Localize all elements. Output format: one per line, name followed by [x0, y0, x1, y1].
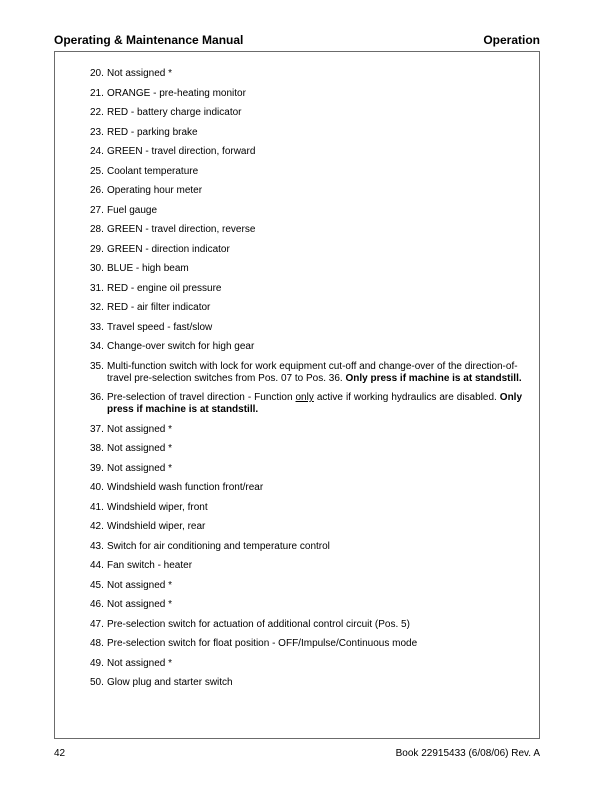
list-item	[90, 361, 522, 385]
item-number: 48.	[90, 638, 104, 649]
list-item	[90, 127, 522, 139]
item-number: 50.	[90, 677, 104, 688]
item-text: RED - battery charge indicator	[107, 107, 242, 118]
list-item	[90, 322, 522, 334]
item-number: 42.	[90, 521, 104, 532]
list-item	[90, 341, 522, 353]
item-text: Pre-selection switch for actuation of additional control circuit (Pos. 5)	[107, 618, 410, 630]
list-item	[90, 302, 522, 314]
item-number: 27.	[90, 204, 104, 216]
item-text: Not assigned *	[107, 423, 173, 435]
book-reference: Book 22915433 (6/08/06) Rev. A	[395, 748, 540, 759]
item-number: 36.	[90, 392, 104, 403]
list-item	[90, 224, 522, 236]
list-item	[90, 482, 522, 494]
item-text: active if working hydraulics are disabled.	[316, 392, 497, 403]
item-number: 32.	[90, 302, 104, 313]
item-number: 33.	[90, 321, 104, 333]
item-text: Not assigned *	[107, 579, 173, 591]
item-text: Not assigned *	[107, 68, 173, 79]
item-text: Pre-selection switch for float position - OFF/Impulse/Continuous mode	[107, 638, 418, 649]
item-text: Not assigned *	[107, 657, 173, 669]
item-text: Windshield wiper, front	[107, 501, 208, 513]
item-number: 49.	[90, 657, 104, 669]
item-text: Not assigned *	[107, 462, 173, 474]
list-item	[90, 244, 522, 256]
list-item	[90, 68, 522, 80]
item-number: 37.	[90, 423, 104, 435]
list-item	[90, 443, 522, 455]
item-number: 41.	[90, 501, 104, 513]
item-number: 31.	[90, 282, 104, 294]
item-text: Travel speed - fast/slow	[107, 321, 213, 333]
item-number: 34.	[90, 341, 104, 352]
item-text: Windshield wash function front/rear	[107, 482, 264, 493]
item-number: 39.	[90, 462, 104, 474]
item-text: Fuel gauge	[107, 204, 158, 216]
list-item	[90, 424, 522, 436]
item-number: 23.	[90, 126, 104, 138]
item-text: Switch for air conditioning and temperature control	[107, 540, 330, 552]
list-item	[90, 677, 522, 689]
list-item	[90, 463, 522, 475]
item-emphasis: only	[295, 392, 314, 403]
item-number: 38.	[90, 443, 104, 454]
item-number: 20.	[90, 68, 104, 79]
item-text: Not assigned *	[107, 443, 173, 454]
list-item	[90, 185, 522, 197]
list-item	[90, 107, 522, 119]
item-text: BLUE - high beam	[107, 263, 189, 274]
item-text: GREEN - travel direction, forward	[107, 146, 256, 157]
item-number: 25.	[90, 165, 104, 177]
list-item	[90, 205, 522, 217]
item-warning: Only press if machine is at standstill.	[107, 392, 523, 415]
item-text: Coolant temperature	[107, 165, 199, 177]
item-number: 45.	[90, 579, 104, 591]
item-text: RED - engine oil pressure	[107, 282, 222, 294]
item-number: 47.	[90, 618, 104, 630]
manual-title: Operating & Maintenance Manual	[54, 33, 244, 47]
list-item	[90, 599, 522, 611]
item-text: Operating hour meter	[107, 185, 203, 196]
item-text: Glow plug and starter switch	[107, 677, 233, 688]
list-item	[90, 638, 522, 650]
list-item	[90, 283, 522, 295]
item-list	[90, 68, 522, 697]
list-item	[90, 146, 522, 158]
list-item	[90, 619, 522, 631]
item-text: Pre-selection of travel direction - Function	[107, 392, 293, 403]
list-item	[90, 521, 522, 533]
item-number: 28.	[90, 224, 104, 235]
item-number: 24.	[90, 146, 104, 157]
item-number: 29.	[90, 243, 104, 255]
item-number: 21.	[90, 87, 104, 99]
item-number: 46.	[90, 599, 104, 610]
list-item	[90, 541, 522, 553]
list-item	[90, 88, 522, 100]
item-text: RED - parking brake	[107, 126, 198, 138]
list-item	[90, 560, 522, 572]
item-number: 26.	[90, 185, 104, 196]
item-number: 40.	[90, 482, 104, 493]
item-text: Windshield wiper, rear	[107, 521, 206, 532]
item-text: GREEN - direction indicator	[107, 243, 230, 255]
item-number: 43.	[90, 540, 104, 552]
section-title: Operation	[483, 33, 540, 47]
item-number: 22.	[90, 107, 104, 118]
page-number: 42	[54, 748, 66, 759]
item-text: GREEN - travel direction, reverse	[107, 224, 256, 235]
list-item	[90, 263, 522, 275]
item-number: 35.	[90, 360, 104, 372]
item-text: Change-over switch for high gear	[107, 341, 255, 352]
item-number: 44.	[90, 560, 104, 571]
list-item	[90, 658, 522, 670]
item-text: Not assigned *	[107, 599, 173, 610]
item-warning: Only press if machine is at standstill.	[345, 372, 522, 384]
list-item	[90, 580, 522, 592]
list-item	[90, 392, 522, 416]
item-text: RED - air filter indicator	[107, 302, 211, 313]
list-item	[90, 502, 522, 514]
item-number: 30.	[90, 263, 104, 274]
item-text: Fan switch - heater	[107, 560, 193, 571]
list-item	[90, 166, 522, 178]
item-text: Multi-function switch with lock for work equipment cut-off and change-over of the direction-of-travel pre-selection switches from Pos. 07 to Pos. 36.	[107, 360, 518, 384]
item-text: ORANGE - pre-heating monitor	[107, 87, 246, 99]
